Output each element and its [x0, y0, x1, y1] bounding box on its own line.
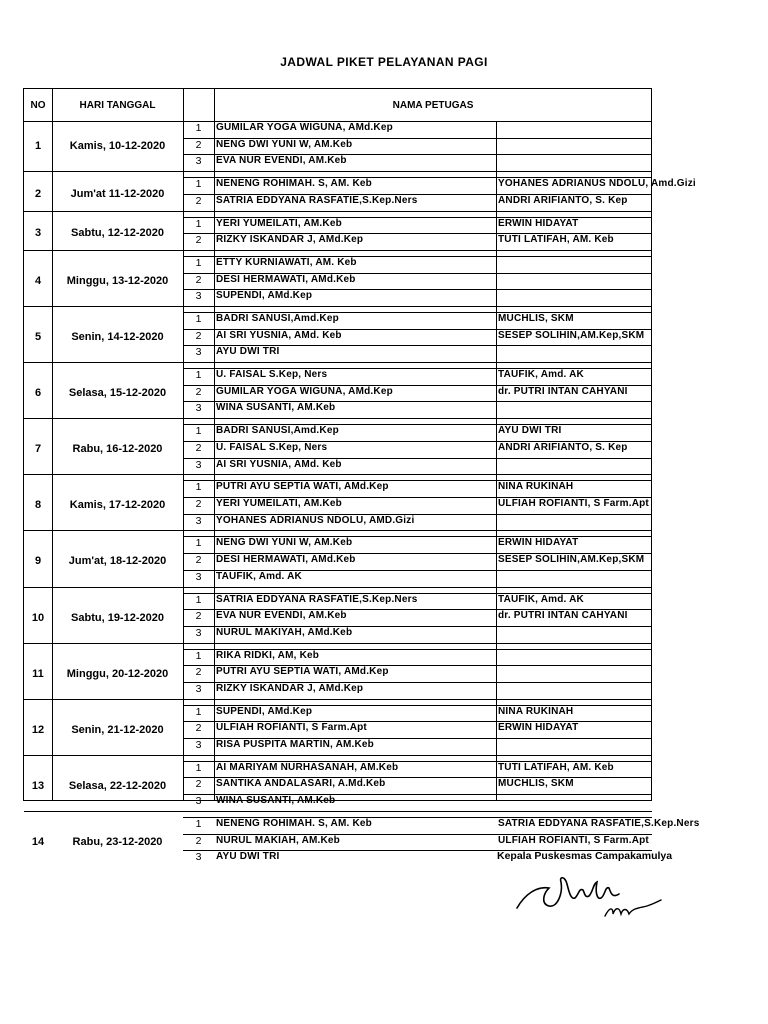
staff-row — [183, 256, 652, 272]
staff-index: 3 — [195, 851, 202, 864]
handwritten-signature — [513, 864, 663, 924]
staff-name-primary: RISA PUSPITA MARTIN, AM.Keb — [216, 739, 374, 751]
staff-index: 3 — [195, 402, 202, 415]
schedule-row — [24, 761, 651, 811]
staff-name-secondary: MUCHLIS, SKM — [498, 313, 574, 324]
staff-name-primary: NURUL MAKIYAH, AMd.Keb — [216, 626, 353, 638]
schedule-row — [24, 368, 651, 418]
schedule-row — [24, 256, 651, 306]
staff-name-secondary: NINA RUKINAH — [498, 705, 574, 717]
staff-index: 2 — [195, 722, 202, 735]
staff-name-primary: PUTRI AYU SEPTIA WATI, AMd.Kep — [216, 666, 389, 678]
staff-index: 1 — [195, 537, 202, 550]
row-date: Senin, 14-12-2020 — [71, 331, 164, 344]
group-divider — [24, 306, 652, 307]
staff-name-primary: NENG DWI YUNI W, AM.Keb — [216, 138, 353, 150]
staff-name-primary: SUPENDI, AMd.Kep — [216, 705, 313, 717]
row-divider — [183, 665, 652, 666]
row-divider — [183, 497, 652, 498]
staff-row — [183, 497, 652, 513]
row-date: Kamis, 10-12-2020 — [69, 140, 166, 153]
row-divider — [183, 458, 652, 459]
staff-name-secondary: ERWIN HIDAYAT — [498, 722, 579, 734]
staff-name-primary: YOHANES ADRIANUS NDOLU, AMD.Gizi — [216, 514, 415, 526]
staff-row — [183, 194, 652, 210]
row-date: Rabu, 16-12-2020 — [72, 443, 163, 456]
row-number: 3 — [34, 227, 42, 240]
row-divider — [183, 794, 652, 795]
staff-index: 3 — [195, 795, 202, 808]
staff-name-primary: RIZKY ISKANDAR J, AMd.Kep — [216, 234, 364, 246]
staff-name-primary: ETTY KURNIAWATI, AM. Keb — [216, 256, 357, 268]
staff-name-primary: SATRIA EDDYANA RASFATIE,S.Kep.Ners — [216, 593, 418, 605]
staff-name-primary: U. FAISAL S.Kep, Ners — [216, 369, 328, 381]
staff-index: 1 — [195, 593, 202, 606]
row-divider — [183, 401, 652, 402]
staff-index: 2 — [195, 834, 202, 847]
staff-name-primary: AI SRI YUSNIA, AMd. Keb — [216, 329, 342, 341]
row-divider — [183, 194, 652, 195]
staff-name-secondary: TAUFIK, Amd. AK — [498, 593, 584, 605]
staff-row — [183, 593, 652, 609]
staff-name-primary: AI SRI YUSNIA, AMd. Keb — [216, 458, 342, 470]
staff-name-secondary: AYU DWI TRI — [498, 425, 562, 437]
row-divider — [183, 441, 652, 442]
staff-name-secondary: TAUFIK, Amd. AK — [498, 369, 584, 381]
header-no: NO — [30, 99, 46, 111]
row-number: 7 — [34, 443, 42, 456]
row-divider — [183, 138, 652, 139]
row-divider — [183, 385, 652, 386]
staff-index: 2 — [195, 138, 202, 151]
row-date: Jum'at 11-12-2020 — [70, 187, 165, 200]
staff-name-primary: GUMILAR YOGA WIGUNA, AMd.Kep — [216, 385, 393, 397]
row-date: Rabu, 23-12-2020 — [72, 835, 163, 848]
staff-index: 2 — [195, 329, 202, 342]
staff-index: 3 — [195, 570, 202, 583]
staff-name-secondary: NINA RUKINAH — [498, 481, 574, 493]
row-date: Senin, 21-12-2020 — [71, 723, 164, 736]
staff-row — [183, 312, 652, 328]
page-title: JADWAL PIKET PELAYANAN PAGI — [280, 55, 488, 69]
staff-index: 2 — [195, 385, 202, 398]
staff-row — [183, 721, 652, 737]
staff-name-primary: EVA NUR EVENDI, AM.Keb — [216, 155, 347, 167]
staff-name-primary: GUMILAR YOGA WIGUNA, AMd.Kep — [216, 122, 393, 133]
row-number: 2 — [34, 187, 42, 200]
staff-name-primary: SUPENDI, AMd.Kep — [216, 290, 313, 302]
staff-row — [183, 794, 652, 810]
staff-name-primary: AI MARIYAM NURHASANAH, AM.Keb — [216, 761, 399, 773]
row-number: 10 — [31, 611, 45, 624]
schedule-row — [24, 536, 651, 586]
staff-row — [183, 345, 652, 361]
row-divider — [183, 345, 652, 346]
staff-row — [183, 368, 652, 384]
staff-name-secondary: MUCHLIS, SKM — [498, 778, 574, 790]
staff-name-primary: RIZKY ISKANDAR J, AMd.Kep — [216, 682, 364, 694]
staff-row — [183, 536, 652, 552]
staff-row — [183, 401, 652, 417]
staff-row — [183, 665, 652, 681]
staff-row — [183, 424, 652, 440]
row-divider — [183, 626, 652, 627]
row-divider — [183, 834, 652, 835]
staff-name-secondary: ERWIN HIDAYAT — [498, 217, 579, 229]
group-divider — [24, 250, 652, 251]
row-divider — [183, 514, 652, 515]
staff-row — [183, 609, 652, 625]
staff-index: 1 — [195, 256, 202, 269]
staff-index: 1 — [195, 369, 202, 382]
staff-row — [183, 705, 652, 721]
staff-name-primary: RIKA RIDKI, AM, Keb — [216, 649, 320, 661]
staff-row — [183, 138, 652, 154]
group-divider — [24, 418, 652, 419]
staff-name-primary: WINA SUSANTI, AM.Keb — [216, 402, 336, 414]
schedule-row — [24, 312, 651, 362]
staff-index: 3 — [195, 682, 202, 695]
staff-name-primary: DESI HERMAWATI, AMd.Keb — [216, 273, 356, 285]
staff-name-primary: EVA NUR EVENDI, AM.Keb — [216, 610, 347, 622]
staff-index: 2 — [195, 441, 202, 454]
group-divider — [24, 474, 652, 475]
row-number: 14 — [31, 835, 45, 848]
schedule-row — [24, 217, 651, 250]
staff-row — [183, 233, 652, 249]
staff-name-primary: NURUL MAKIAH, AM.Keb — [216, 834, 340, 846]
group-divider — [24, 362, 652, 363]
staff-name-secondary: TUTI LATIFAH, AM. Keb — [498, 761, 614, 773]
row-date: Sabtu, 19-12-2020 — [71, 611, 164, 624]
staff-name-secondary: ULFIAH ROFIANTI, S Farm.Apt — [498, 834, 649, 846]
staff-row — [183, 458, 652, 474]
staff-row — [183, 154, 652, 170]
staff-name-secondary: ERWIN HIDAYAT — [498, 537, 579, 549]
row-number: 13 — [31, 779, 45, 792]
row-divider — [183, 329, 652, 330]
row-date: Selasa, 15-12-2020 — [68, 387, 167, 400]
staff-name-primary: AYU DWI TRI — [216, 346, 280, 358]
row-divider — [183, 738, 652, 739]
staff-row — [183, 217, 652, 233]
group-divider — [24, 755, 652, 756]
row-number: 8 — [34, 499, 42, 512]
staff-index: 3 — [195, 739, 202, 752]
staff-row — [183, 289, 652, 305]
row-divider — [183, 154, 652, 155]
group-divider — [24, 811, 652, 812]
staff-name-primary: WINA SUSANTI, AM.Keb — [216, 795, 336, 807]
staff-name-secondary: ANDRI ARIFIANTO, S. Kep — [498, 441, 628, 453]
staff-name-primary: SANTIKA ANDALASARI, A.Md.Keb — [216, 778, 386, 790]
staff-row — [183, 738, 652, 754]
staff-name-secondary: dr. PUTRI INTAN CAHYANI — [498, 385, 628, 397]
staff-index: 1 — [195, 817, 202, 830]
row-date: Selasa, 22-12-2020 — [68, 779, 167, 792]
staff-index: 2 — [195, 497, 202, 510]
staff-index: 2 — [195, 194, 202, 207]
schedule-row — [24, 649, 651, 699]
staff-name-primary: BADRI SANUSI,Amd.Kep — [216, 425, 339, 437]
row-number: 11 — [32, 667, 44, 680]
row-number: 9 — [34, 555, 42, 568]
staff-row — [183, 480, 652, 496]
staff-name-secondary: SESEP SOLIHIN,AM.Kep,SKM — [498, 554, 645, 566]
staff-name-primary: ULFIAH ROFIANTI, S Farm.Apt — [216, 722, 367, 734]
row-number: 6 — [34, 387, 42, 400]
staff-name-secondary: SATRIA EDDYANA RASFATIE,S.Kep.Ners — [498, 817, 700, 829]
staff-name-secondary: TUTI LATIFAH, AM. Keb — [498, 234, 614, 246]
staff-row — [183, 514, 652, 530]
row-date: Kamis, 17-12-2020 — [69, 499, 166, 512]
staff-name-secondary: dr. PUTRI INTAN CAHYANI — [498, 610, 628, 622]
schedule-row — [24, 177, 696, 210]
schedule-row — [24, 593, 651, 643]
staff-name-primary: PUTRI AYU SEPTIA WATI, AMd.Kep — [216, 481, 389, 493]
staff-index: 1 — [195, 217, 202, 230]
staff-index: 2 — [195, 273, 202, 286]
staff-index: 3 — [195, 458, 202, 471]
staff-name-secondary: ULFIAH ROFIANTI, S Farm.Apt — [498, 497, 649, 509]
staff-index: 2 — [195, 234, 202, 247]
staff-row — [183, 777, 652, 793]
schedule-row — [24, 480, 651, 530]
row-divider — [183, 273, 652, 274]
staff-index: 1 — [195, 313, 202, 325]
staff-row — [183, 553, 652, 569]
staff-row — [183, 570, 652, 586]
staff-name-primary: YERI YUMEILATI, AM.Keb — [216, 497, 342, 509]
staff-row — [183, 177, 696, 193]
staff-name-primary: NENENG ROHIMAH. S, AM. Keb — [216, 178, 372, 190]
staff-row — [183, 329, 652, 345]
staff-index: 1 — [195, 122, 202, 134]
staff-name-primary: NENG DWI YUNI W, AM.Keb — [216, 537, 353, 549]
group-divider — [24, 211, 652, 212]
schedule-row — [24, 424, 651, 474]
staff-name-primary: TAUFIK, Amd. AK — [216, 570, 302, 582]
staff-row — [183, 441, 652, 457]
row-divider — [183, 609, 652, 610]
staff-name-primary: AYU DWI TRI — [216, 851, 280, 863]
group-divider — [24, 699, 652, 700]
row-number: 5 — [34, 331, 42, 344]
row-number: 12 — [31, 723, 45, 736]
staff-index: 1 — [195, 481, 202, 494]
staff-name-secondary: YOHANES ADRIANUS NDOLU, Amd.Gizi — [498, 178, 696, 190]
staff-name-secondary: ANDRI ARIFIANTO, S. Kep — [498, 194, 628, 206]
row-divider — [183, 570, 652, 571]
staff-name-primary: U. FAISAL S.Kep, Ners — [216, 441, 328, 453]
staff-index: 3 — [195, 514, 202, 527]
table-header — [24, 89, 651, 122]
staff-row — [183, 682, 652, 698]
row-divider — [183, 721, 652, 722]
staff-name-primary: YERI YUMEILATI, AM.Keb — [216, 217, 342, 229]
staff-row — [183, 761, 652, 777]
row-date: Minggu, 13-12-2020 — [66, 274, 169, 287]
row-divider — [183, 553, 652, 554]
row-divider — [183, 777, 652, 778]
staff-index: 2 — [195, 610, 202, 623]
staff-name-primary: NENENG ROHIMAH. S, AM. Keb — [216, 817, 372, 829]
staff-name-secondary: SESEP SOLIHIN,AM.Kep,SKM — [498, 329, 645, 341]
row-divider — [183, 233, 652, 234]
staff-row — [183, 649, 652, 665]
staff-index: 3 — [195, 346, 202, 359]
staff-index: 1 — [195, 178, 202, 191]
row-date: Minggu, 20-12-2020 — [66, 667, 169, 680]
schedule-row — [24, 705, 651, 755]
staff-index: 3 — [195, 290, 202, 303]
staff-index: 1 — [195, 425, 202, 438]
row-divider — [183, 682, 652, 683]
staff-row — [183, 121, 652, 137]
staff-index: 1 — [195, 649, 202, 662]
row-date: Jum'at, 18-12-2020 — [68, 555, 167, 568]
staff-index: 1 — [195, 705, 202, 718]
group-divider — [24, 530, 652, 531]
staff-row — [183, 817, 700, 833]
header-day: HARI TANGGAL — [79, 99, 156, 111]
staff-index: 2 — [195, 666, 202, 679]
staff-name-primary: SATRIA EDDYANA RASFATIE,S.Kep.Ners — [216, 194, 418, 206]
schedule-row — [24, 121, 651, 171]
signature-title: Kepala Puskesmas Campakamulya — [497, 850, 673, 862]
staff-index: 3 — [195, 155, 202, 168]
staff-row — [183, 626, 652, 642]
staff-index: 2 — [195, 778, 202, 791]
staff-row — [183, 834, 652, 850]
signature-block — [497, 850, 757, 862]
header-staff: NAMA PETUGAS — [392, 99, 474, 111]
staff-name-primary: BADRI SANUSI,Amd.Kep — [216, 313, 339, 324]
group-divider — [24, 643, 652, 644]
row-date: Sabtu, 12-12-2020 — [71, 227, 164, 240]
group-divider — [24, 587, 652, 588]
staff-row — [183, 385, 652, 401]
row-divider — [183, 289, 652, 290]
staff-row — [183, 273, 652, 289]
row-number: 4 — [34, 274, 42, 287]
row-number: 1 — [34, 140, 42, 153]
staff-index: 2 — [195, 554, 202, 567]
group-divider — [24, 171, 652, 172]
staff-index: 1 — [195, 761, 202, 774]
staff-index: 3 — [195, 626, 202, 639]
staff-name-primary: DESI HERMAWATI, AMd.Keb — [216, 554, 356, 566]
